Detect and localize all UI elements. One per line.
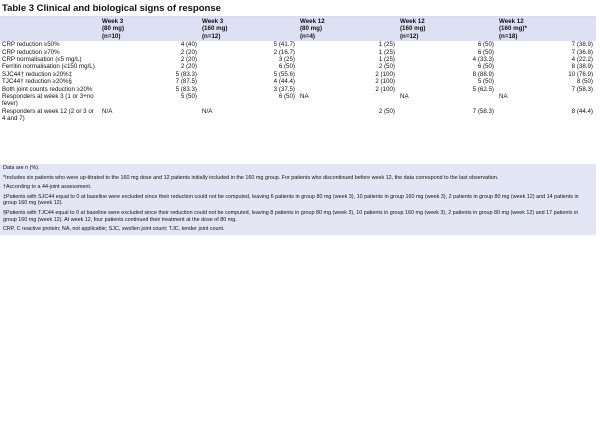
table-cell: 7 (58.3) xyxy=(472,107,494,115)
column-header: Week 3 (160 mg) (n=12) xyxy=(200,17,298,42)
header-row xyxy=(0,17,596,42)
table-cell: 6 (50) xyxy=(477,48,494,56)
table-cell: 6 (50) xyxy=(477,41,494,49)
table-cell: 8 (50) xyxy=(576,78,593,86)
table-cell: 6 (50) xyxy=(477,63,494,71)
table-cell: 7 (38.9) xyxy=(571,41,593,49)
table-row xyxy=(0,56,596,63)
table-cell: 4 (40) xyxy=(180,41,197,49)
table-cell: 2 (100) xyxy=(375,70,395,78)
footnote: ‡Patients with SJC44 equal to 0 at baseline were excluded since their reduction could not be computed, leaving 6 patients in group 80 mg (week 3), 10 patients in group 160 mg (week 3), 2 patients in group 80 mg (week 12) and 14 patients in group 160 mg (week 12). xyxy=(3,193,579,207)
footnote: †According to a 44-joint assessment. xyxy=(3,184,92,191)
table-row xyxy=(0,93,596,108)
table-row xyxy=(0,41,596,48)
table-row xyxy=(0,49,596,56)
row-label: CRP normalisation (≤5 mg/L) xyxy=(2,56,82,64)
table-cell: 5 (50) xyxy=(477,78,494,86)
table-row xyxy=(0,63,596,70)
footnote: Data are n (%). xyxy=(3,165,40,171)
row-label: TJC44† reduction ≥20%§ xyxy=(2,78,72,86)
table-cell: NA xyxy=(499,93,508,101)
table-cell: 2 (50) xyxy=(378,107,395,115)
table-cell: 2 (20) xyxy=(180,56,197,64)
table-row xyxy=(0,78,596,85)
table-row xyxy=(0,108,596,123)
table-cell: 5 (41.7) xyxy=(273,41,295,49)
row-label: Responders at week 12 (2 or 3 or 4 and 7) xyxy=(2,107,94,123)
column-header xyxy=(0,17,100,42)
table-cell: 2 (20) xyxy=(180,48,197,56)
row-label: CRP reduction ≥70% xyxy=(2,48,60,56)
table-cell: 3 (25) xyxy=(278,56,295,64)
table-cell: 7 (36.8) xyxy=(571,48,593,56)
column-header: Week 3 (80 mg) (n=10) xyxy=(100,17,200,42)
table-cell: 1 (25) xyxy=(378,41,395,49)
row-label: Ferritin normalisation (≤150 mg/L) xyxy=(2,63,95,71)
table-cell: 8 (44.4) xyxy=(571,107,593,115)
table-cell: NA xyxy=(400,93,409,101)
footnote: *Includes six patients who were up-titrated to the 160 mg dose and 12 patients initially included in the 160 mg group. For patients who discontinued before week 12, the data correspond to the last observation. xyxy=(3,174,499,181)
table-cell: N/A xyxy=(102,107,113,115)
table-cell: 3 (37.5) xyxy=(273,85,295,93)
table-cell: 2 (100) xyxy=(375,85,395,93)
table-cell: 8 (38.9) xyxy=(571,63,593,71)
table-title: Table 3 Clinical and biological signs of response xyxy=(2,3,221,14)
table-cell: 5 (55.6) xyxy=(273,70,295,78)
table-cell: 7 (87.5) xyxy=(175,78,197,86)
footnote: CRP, C reactive protein; NA, not applicable; SJC, swollen joint count; TJC, tender joint count. xyxy=(3,226,225,233)
table-cell: 5 (50) xyxy=(180,93,197,101)
table-cell: 2 (16.7) xyxy=(273,48,295,56)
footnote: §Patients with TJC44 equal to 0 at baseline were excluded since their reduction could not be computed, leaving 8 patients in group 80 mg (week 3), 10 patients in group 160 mg (week 3), 2 patients in group 80 mg (week 12) and 17 patients in group 160 mg (week 12). At week 12, four patients continued their treatment at the dose of 80 mg. xyxy=(3,209,579,223)
table-cell: 1 (25) xyxy=(378,56,395,64)
table-cell: 8 (88.9) xyxy=(472,70,494,78)
row-label: Responders at week 3 (1 or 3+no fever) xyxy=(2,93,94,108)
response-table xyxy=(0,16,596,123)
table-cell: 2 (20) xyxy=(180,63,197,71)
table-cell: 4 (44.4) xyxy=(273,78,295,86)
column-header: Week 12 (80 mg) (n=4) xyxy=(298,17,398,42)
table-header xyxy=(0,17,596,42)
table-cell: 4 (33.3) xyxy=(472,56,494,64)
column-header: Week 12 (160 mg)* (n=18) xyxy=(497,17,596,42)
table-cell: 4 (22.2) xyxy=(571,56,593,64)
table-body xyxy=(0,41,596,122)
table-cell: 6 (50) xyxy=(278,63,295,71)
table-cell: 5 (62.5) xyxy=(472,85,494,93)
column-header: Week 12 (160 mg) (n=12) xyxy=(398,17,497,42)
table-row xyxy=(0,71,596,78)
table-footnotes xyxy=(0,164,596,235)
table-cell: 5 (83.3) xyxy=(175,70,197,78)
row-label: CRP reduction ≥50% xyxy=(2,41,60,49)
table-cell: 1 (25) xyxy=(378,48,395,56)
table-cell: 2 (100) xyxy=(375,78,395,86)
table-cell: 2 (50) xyxy=(378,63,395,71)
table-cell: 10 (76.9) xyxy=(568,70,593,78)
row-label: SJC44† reduction ≥20%‡ xyxy=(2,70,73,78)
table-cell: 6 (50) xyxy=(278,93,295,101)
table-row xyxy=(0,86,596,93)
table-cell: 7 (58.3) xyxy=(571,85,593,93)
table-cell: N/A xyxy=(202,107,213,115)
row-label: Both joint counts reduction ≥20% xyxy=(2,85,93,93)
table-cell: 5 (83.3) xyxy=(175,85,197,93)
table-cell: NA xyxy=(300,93,309,101)
